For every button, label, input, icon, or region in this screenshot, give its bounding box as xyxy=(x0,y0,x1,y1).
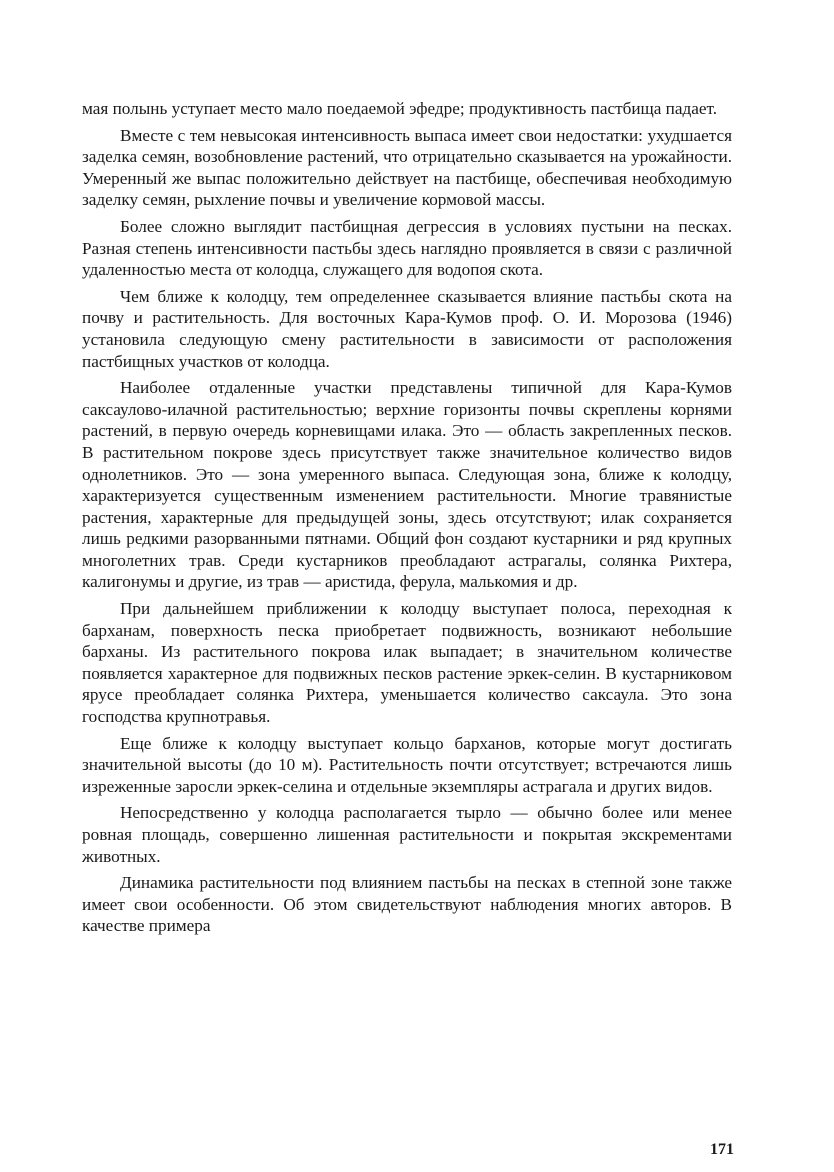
paragraph: Чем ближе к колодцу, тем определеннее сказывается влияние пастьбы скота на почву и растительность. Для восточных Кара-Кумов проф. О. И. Морозова (1946) установила следующую смену растительности в зависимости от расположения пастбищных участков от колодца. xyxy=(82,286,732,371)
paragraph: Динамика растительности под влиянием пастьбы на песках в степной зоне также имеет свои особенности. Об этом свидетельствуют наблюдения многих авторов. В качестве примера xyxy=(82,873,732,936)
paragraph: Еще ближе к колодцу выступает кольцо барханов, которые могут достигать значительной высоты (до 10 м). Растительность почти отсутствует; встречаются лишь изреженные заросли эркек-селина и отдельные экземпляры астрагала и других видов. xyxy=(82,733,732,796)
page-number: 171 xyxy=(710,1141,734,1158)
paragraph: мая полынь уступает место мало поедаемой эфедре; продуктивность пастбища падает. xyxy=(82,99,718,118)
page-body xyxy=(82,98,732,942)
paragraph: Наиболее отдаленные участки представлены типичной для Кара-Кумов саксаулово-илачной растительностью; верхние горизонты почвы скреплены корнями растений, в первую очередь корневищами илака. Это — область закрепленных песков. В растительном покрове здесь присутствует также значительное количество видов однолетников. Это — зона умеренного выпаса. Следующая зона, ближе к колодцу, характеризуется существенным изменением растительности. Многие травянистые растения, характерные для предыдущей зоны, здесь отсутствуют; илак сохраняется лишь редкими разорванными пятнами. Общий фон создают кустарники и ряд крупных многолетних трав. Среди кустарников преобладают астрагалы, солянка Рихтера, калигонумы и другие, из трав — аристида, ферула, малькомия и др. xyxy=(82,378,732,592)
paragraph: Непосредственно у колодца располагается тырло — обычно более или менее ровная площадь, совершенно лишенная растительности и покрытая экскрементами животных. xyxy=(82,803,732,866)
paragraph: При дальнейшем приближении к колодцу выступает полоса, переходная к барханам, поверхность песка приобретает подвижность, возникают небольшие барханы. Из растительного покрова илак выпадает; в значительном количестве появляется характерное для подвижных песков растение эркек-селин. В кустарниковом ярусе преобладает солянка Рихтера, уменьшается количество саксаула. Это зона господства крупнотравья. xyxy=(82,599,732,727)
paragraph: Вместе с тем невысокая интенсивность выпаса имеет свои недостатки: ухудшается заделка семян, возобновление растений, что отрицательно сказывается на урожайности. Умеренный же выпас положительно действует на пастбище, обеспечивая необходимую заделку семян, рыхление почвы и увеличение кормовой массы. xyxy=(82,125,732,210)
paragraph: Более сложно выглядит пастбищная дегрессия в условиях пустыни на песках. Разная степень интенсивности пастьбы здесь наглядно проявляется в связи с различной удаленностью места от колодца, служащего для водопоя скота. xyxy=(82,216,732,280)
